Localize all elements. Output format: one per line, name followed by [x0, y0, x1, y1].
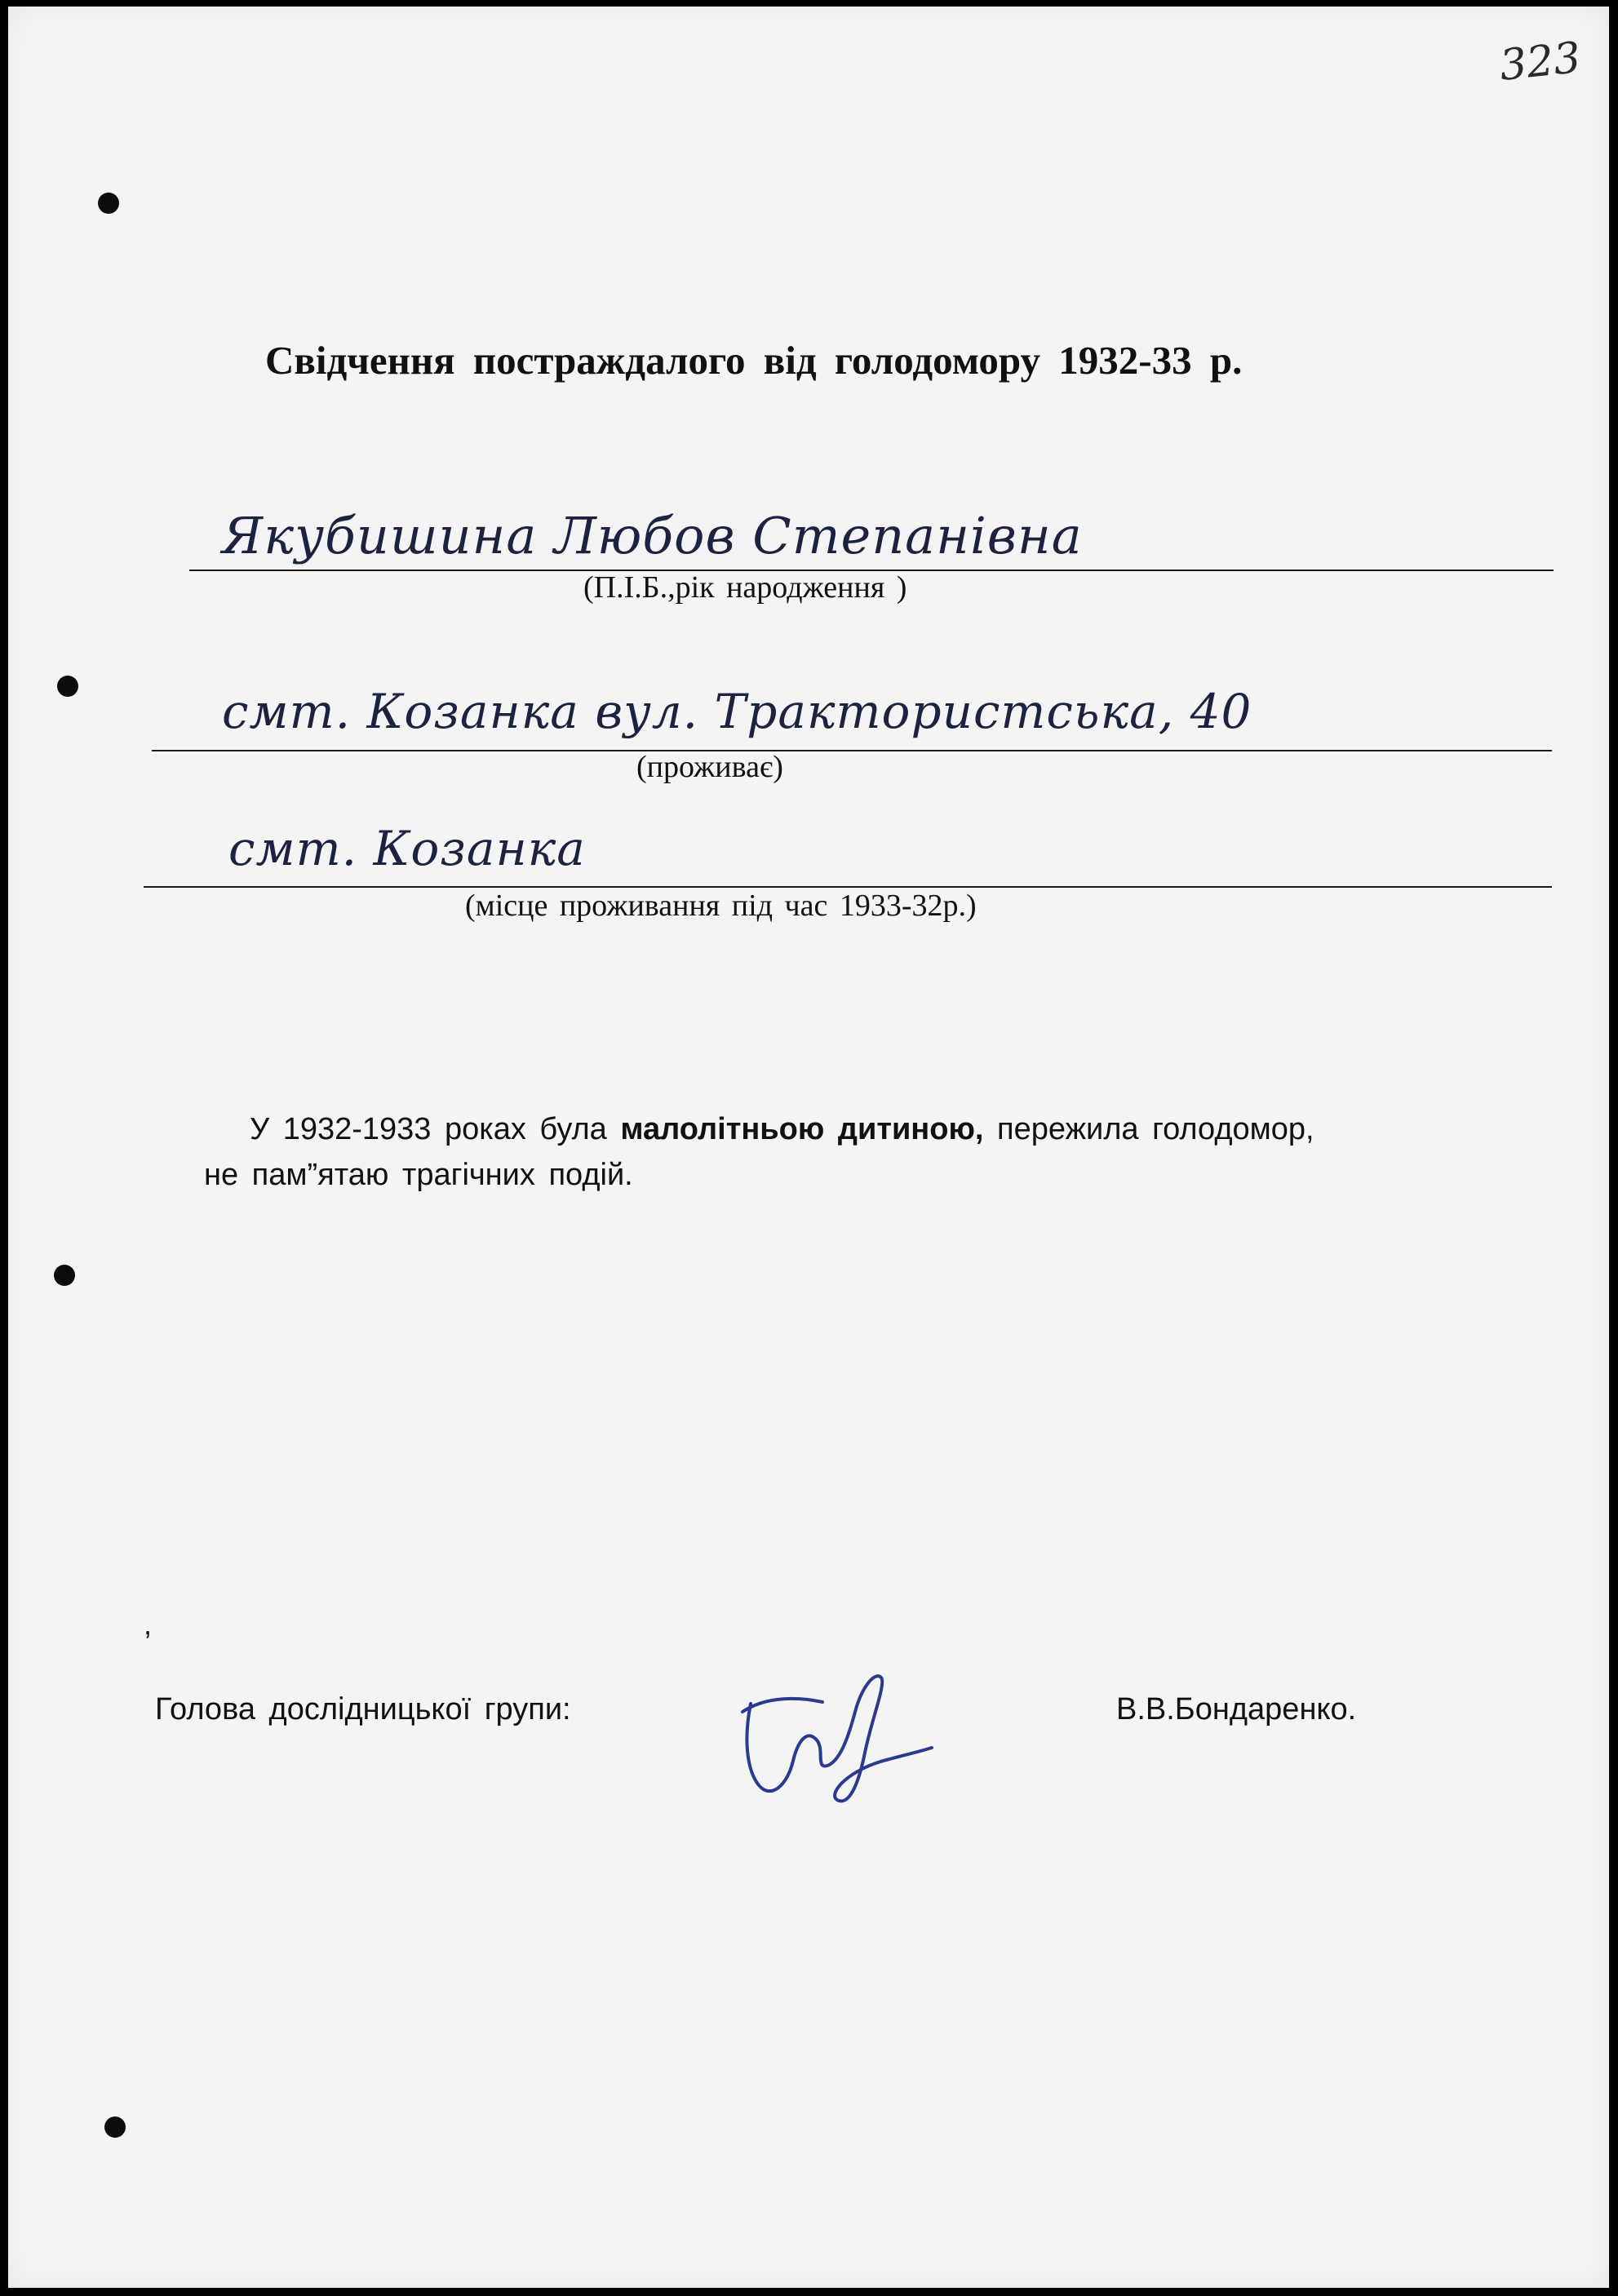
- handwritten-signature: [726, 1663, 938, 1810]
- handwritten-full-name: Якубишина Любов Степанівна: [222, 506, 1083, 565]
- field-caption-name: (П.І.Б.,рік народження ): [583, 570, 907, 605]
- fill-line: [152, 750, 1552, 751]
- punch-hole: [104, 2116, 126, 2138]
- testimony-line1-end: пережила голодомор,: [983, 1112, 1314, 1146]
- punch-hole: [98, 193, 119, 214]
- testimony-line1-start: У 1932-1933 роках була: [250, 1112, 621, 1146]
- stray-mark: ,: [144, 1607, 153, 1641]
- document-page: [8, 7, 1609, 2288]
- field-caption-residence: (проживає): [636, 750, 783, 784]
- punch-hole: [57, 676, 78, 697]
- testimony-text: [204, 1106, 1461, 1198]
- handwritten-current-address: смт. Козанка вул. Трактористська, 40: [222, 684, 1252, 739]
- folio-number: 323: [1497, 33, 1584, 91]
- signature-label: Голова дослідницької групи:: [155, 1692, 571, 1726]
- signatory-name: В.В.Бондаренко.: [1116, 1692, 1357, 1726]
- document-title: Свідчення постраждалого від голодомору 1932-33 р.: [265, 338, 1243, 383]
- testimony-line2: не пам”ятаю трагічних подій.: [204, 1158, 633, 1192]
- handwritten-famine-residence: смт. Козанка: [228, 821, 586, 876]
- field-caption-famine-residence: (місце проживання під час 1933-32р.): [465, 889, 977, 923]
- punch-hole: [54, 1265, 75, 1286]
- testimony-bold-phrase: малолітньою дитиною,: [620, 1112, 984, 1146]
